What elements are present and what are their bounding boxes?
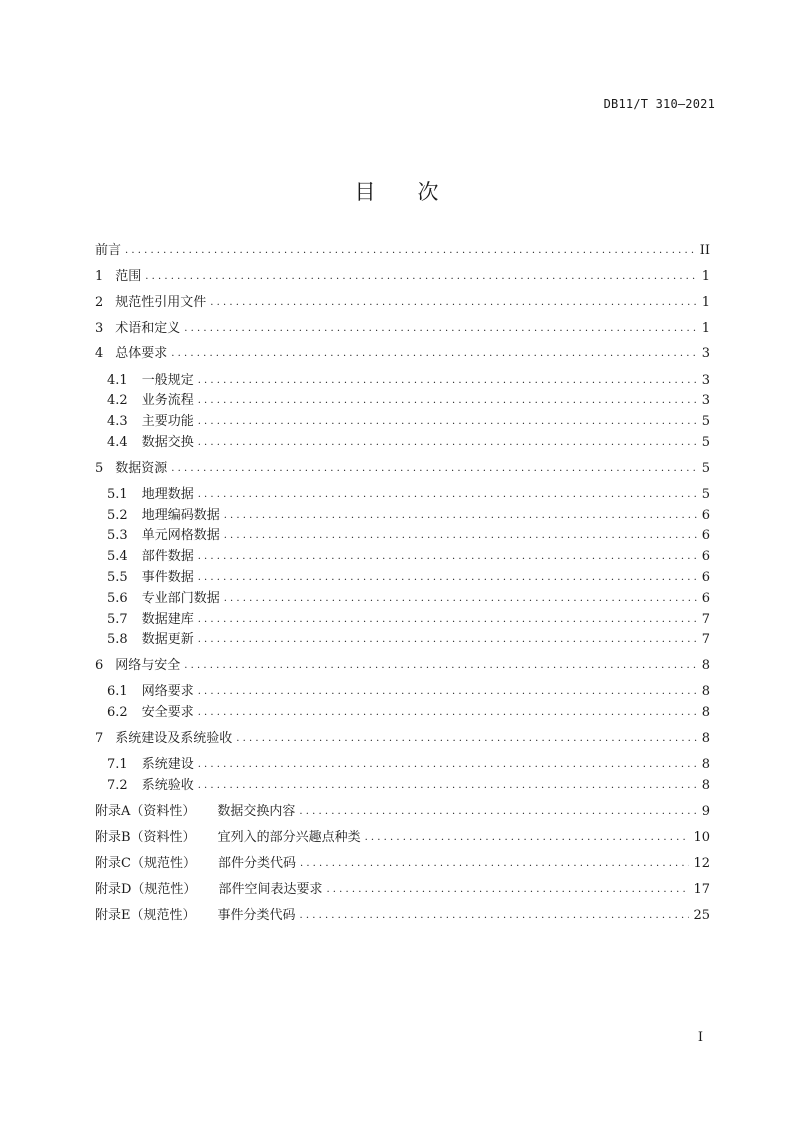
dot-leader xyxy=(125,242,696,260)
toc-entry-number: 5 xyxy=(95,461,104,476)
toc-entry-title: 事件数据 xyxy=(141,570,194,585)
toc-entry-page: 8 xyxy=(701,658,710,673)
toc-entry-title: 范围 xyxy=(115,269,142,284)
toc-entry-title: 部件分类代码 xyxy=(217,856,296,871)
toc-entry-page: 10 xyxy=(693,830,710,845)
toc-entry-title: 数据资源 xyxy=(115,461,168,476)
toc-entry-number: 6.1 xyxy=(107,684,128,699)
dot-leader xyxy=(326,881,689,899)
toc-entry-number: 附录D（规范性） xyxy=(95,882,197,897)
toc-entry-label xyxy=(107,611,194,629)
dot-leader xyxy=(198,548,698,566)
toc-entry-label xyxy=(107,683,194,701)
toc-entry-page: 3 xyxy=(701,346,710,361)
toc-entry-title: 事件分类代码 xyxy=(217,908,296,923)
dot-leader xyxy=(198,486,698,504)
toc-entry[interactable] xyxy=(107,434,710,452)
toc-entry[interactable] xyxy=(95,460,710,478)
toc-entry[interactable] xyxy=(107,631,710,649)
toc-entry[interactable] xyxy=(107,704,710,722)
toc-entry-title: 部件数据 xyxy=(141,549,194,564)
toc-entry-page: 8 xyxy=(701,705,710,720)
dot-leader xyxy=(224,590,698,608)
toc-entry-title: 业务流程 xyxy=(141,393,194,408)
toc-entry-title: 宜列入的部分兴趣点种类 xyxy=(217,830,361,845)
toc-entry-page: 3 xyxy=(701,373,710,388)
toc-entry-number: 附录B（资料性） xyxy=(95,830,196,845)
dot-leader xyxy=(198,704,698,722)
toc-entry-number: 5.7 xyxy=(107,612,128,627)
toc-entry-title: 数据建库 xyxy=(141,612,194,627)
toc-entry-page: 3 xyxy=(701,393,710,408)
toc-entry-page: 1 xyxy=(701,321,710,336)
dot-leader xyxy=(299,803,697,821)
toc-entry-label xyxy=(107,569,194,587)
toc-entry-label xyxy=(95,242,121,260)
dot-leader xyxy=(198,434,698,452)
dot-leader xyxy=(224,527,698,545)
toc-entry[interactable] xyxy=(107,777,710,795)
toc-entry-title: 主要功能 xyxy=(141,414,194,429)
toc-entry-label xyxy=(107,590,220,608)
toc-entry[interactable] xyxy=(95,730,710,748)
toc-entry-label xyxy=(95,881,322,899)
toc-entry[interactable] xyxy=(95,803,710,821)
toc-entry-number: 附录E（规范性） xyxy=(95,908,196,923)
toc-entry-number: 5.3 xyxy=(107,528,128,543)
toc-entry-label xyxy=(107,756,194,774)
toc-entry-page: 17 xyxy=(693,882,710,897)
dot-leader xyxy=(198,372,698,390)
dot-leader xyxy=(198,413,698,431)
toc-entry-label xyxy=(107,631,194,649)
dot-leader xyxy=(210,294,697,312)
toc-entry-number: 4.2 xyxy=(107,393,128,408)
toc-entry-number: 4.3 xyxy=(107,414,128,429)
toc-entry[interactable] xyxy=(95,268,710,286)
toc-entry-title: 总体要求 xyxy=(115,346,168,361)
toc-entry[interactable] xyxy=(95,907,710,925)
toc-entry-number: 附录A（资料性） xyxy=(95,804,196,819)
toc-entry-title: 专业部门数据 xyxy=(141,591,220,606)
toc-entry-page: 6 xyxy=(701,570,710,585)
toc-entry-label xyxy=(107,486,194,504)
toc-entry-label xyxy=(95,657,180,675)
toc-entry-number: 7 xyxy=(95,731,104,746)
dot-leader xyxy=(198,611,698,629)
toc-entry-title: 术语和定义 xyxy=(115,321,181,336)
toc-entry-page: 8 xyxy=(701,757,710,772)
dot-leader xyxy=(300,855,689,873)
dot-leader xyxy=(198,777,698,795)
dot-leader xyxy=(236,730,697,748)
dot-leader xyxy=(198,756,698,774)
page-title: 目次 xyxy=(354,180,481,204)
toc-entry-title: 数据更新 xyxy=(141,632,194,647)
toc-entry[interactable] xyxy=(107,527,710,545)
toc-entry[interactable] xyxy=(107,413,710,431)
toc-entry-page: 6 xyxy=(701,508,710,523)
toc-entry-label xyxy=(107,777,194,795)
toc-entry-title: 一般规定 xyxy=(141,373,194,388)
toc-entry-title: 系统建设及系统验收 xyxy=(115,731,233,746)
toc-entry-page: II xyxy=(699,243,710,258)
dot-leader xyxy=(224,507,698,525)
toc-entry[interactable] xyxy=(95,881,710,899)
toc-entry-page: 1 xyxy=(701,295,710,310)
toc-entry-label xyxy=(107,704,194,722)
dot-leader xyxy=(198,569,698,587)
dot-leader xyxy=(198,631,698,649)
toc-entry-number: 附录C（规范性） xyxy=(95,856,196,871)
toc-entry[interactable] xyxy=(107,590,710,608)
toc-entry-title: 部件空间表达要求 xyxy=(218,882,323,897)
toc-entry[interactable] xyxy=(95,855,710,873)
toc-entry-label xyxy=(95,730,232,748)
toc-entry-title: 系统验收 xyxy=(141,778,194,793)
toc-entry[interactable] xyxy=(107,392,710,410)
dot-leader xyxy=(184,657,697,675)
toc-entry-page: 5 xyxy=(701,414,710,429)
toc-entry-title: 前言 xyxy=(95,243,122,258)
toc-entry-number: 4.4 xyxy=(107,435,128,450)
toc-entry-page: 25 xyxy=(693,908,710,923)
toc-entry-label xyxy=(107,372,194,390)
toc-entry-page: 12 xyxy=(693,856,710,871)
toc-entry-title: 安全要求 xyxy=(141,705,194,720)
toc-entry[interactable] xyxy=(107,611,710,629)
dot-leader xyxy=(198,392,698,410)
toc-entry-label xyxy=(95,803,295,821)
toc-entry-number: 5.1 xyxy=(107,487,128,502)
toc-entry-number: 5.5 xyxy=(107,570,128,585)
dot-leader xyxy=(145,268,697,286)
toc-entry-label xyxy=(95,268,141,286)
toc-entry-label xyxy=(107,507,220,525)
toc-entry-page: 7 xyxy=(701,612,710,627)
toc-entry[interactable] xyxy=(107,548,710,566)
toc-entry-number: 5.4 xyxy=(107,549,128,564)
dot-leader xyxy=(300,907,690,925)
page-number: I xyxy=(697,1030,703,1045)
toc-entry-page: 6 xyxy=(701,591,710,606)
toc-entry-title: 地理编码数据 xyxy=(141,508,220,523)
toc-entry-label xyxy=(95,345,167,363)
toc-entry-page: 1 xyxy=(701,269,710,284)
toc-entry-number: 6 xyxy=(95,658,104,673)
toc-entry[interactable] xyxy=(95,320,710,338)
toc-entry[interactable] xyxy=(107,756,710,774)
toc-entry-title: 数据交换内容 xyxy=(217,804,296,819)
dot-leader xyxy=(365,829,690,847)
toc-entry-title: 地理数据 xyxy=(141,487,194,502)
toc-entry-title: 网络与安全 xyxy=(115,658,181,673)
toc-entry-label xyxy=(107,434,194,452)
toc-entry[interactable] xyxy=(107,507,710,525)
toc-entry[interactable] xyxy=(95,345,710,363)
toc-entry-title: 单元网格数据 xyxy=(141,528,220,543)
toc-entry-title: 系统建设 xyxy=(141,757,194,772)
toc-entry-number: 5.2 xyxy=(107,508,128,523)
toc-entry-title: 网络要求 xyxy=(141,684,194,699)
toc-entry[interactable] xyxy=(95,294,710,312)
toc-entry-label xyxy=(95,829,361,847)
dot-leader xyxy=(171,460,697,478)
toc-entry-page: 6 xyxy=(701,549,710,564)
toc-entry-number: 6.2 xyxy=(107,705,128,720)
toc-entry-page: 7 xyxy=(701,632,710,647)
toc-entry-number: 7.1 xyxy=(107,757,128,772)
toc-entry[interactable] xyxy=(107,486,710,504)
toc-entry[interactable] xyxy=(107,372,710,390)
toc-entry-number: 5.8 xyxy=(107,632,128,647)
toc-entry-number: 2 xyxy=(95,295,104,310)
document-code: DB11/T 310—2021 xyxy=(603,97,715,111)
toc-entry-page: 8 xyxy=(701,778,710,793)
dot-leader xyxy=(184,320,697,338)
toc-entry-page: 8 xyxy=(701,731,710,746)
toc-entry-page: 8 xyxy=(701,684,710,699)
toc-entry-page: 6 xyxy=(701,528,710,543)
toc-entry-title: 数据交换 xyxy=(141,435,194,450)
toc-entry-label xyxy=(107,392,194,410)
toc-entry-label xyxy=(95,320,180,338)
dot-leader xyxy=(198,683,698,701)
toc-entry[interactable] xyxy=(95,829,710,847)
toc-entry-page: 5 xyxy=(701,435,710,450)
toc-entry[interactable] xyxy=(95,242,710,260)
dot-leader xyxy=(171,345,697,363)
toc-entry-label xyxy=(95,294,206,312)
toc-entry-page: 5 xyxy=(701,487,710,502)
toc-entry-label xyxy=(107,413,194,431)
toc-entry-label xyxy=(107,527,220,545)
toc-entry-number: 1 xyxy=(95,269,104,284)
toc-entry-label xyxy=(95,460,167,478)
toc-entry-label xyxy=(107,548,194,566)
toc-entry-number: 3 xyxy=(95,321,104,336)
toc-entry-page: 5 xyxy=(701,461,710,476)
toc-entry-number: 7.2 xyxy=(107,778,128,793)
toc-entry[interactable] xyxy=(107,683,710,701)
toc-entry-number: 4.1 xyxy=(107,373,128,388)
toc-entry-label xyxy=(95,907,296,925)
toc-entry[interactable] xyxy=(107,569,710,587)
toc-entry[interactable] xyxy=(95,657,710,675)
toc-entry-label xyxy=(95,855,296,873)
toc-entry-number: 5.6 xyxy=(107,591,128,606)
toc-entry-title: 规范性引用文件 xyxy=(115,295,207,310)
toc-entry-page: 9 xyxy=(701,804,710,819)
toc-entry-number: 4 xyxy=(95,346,104,361)
